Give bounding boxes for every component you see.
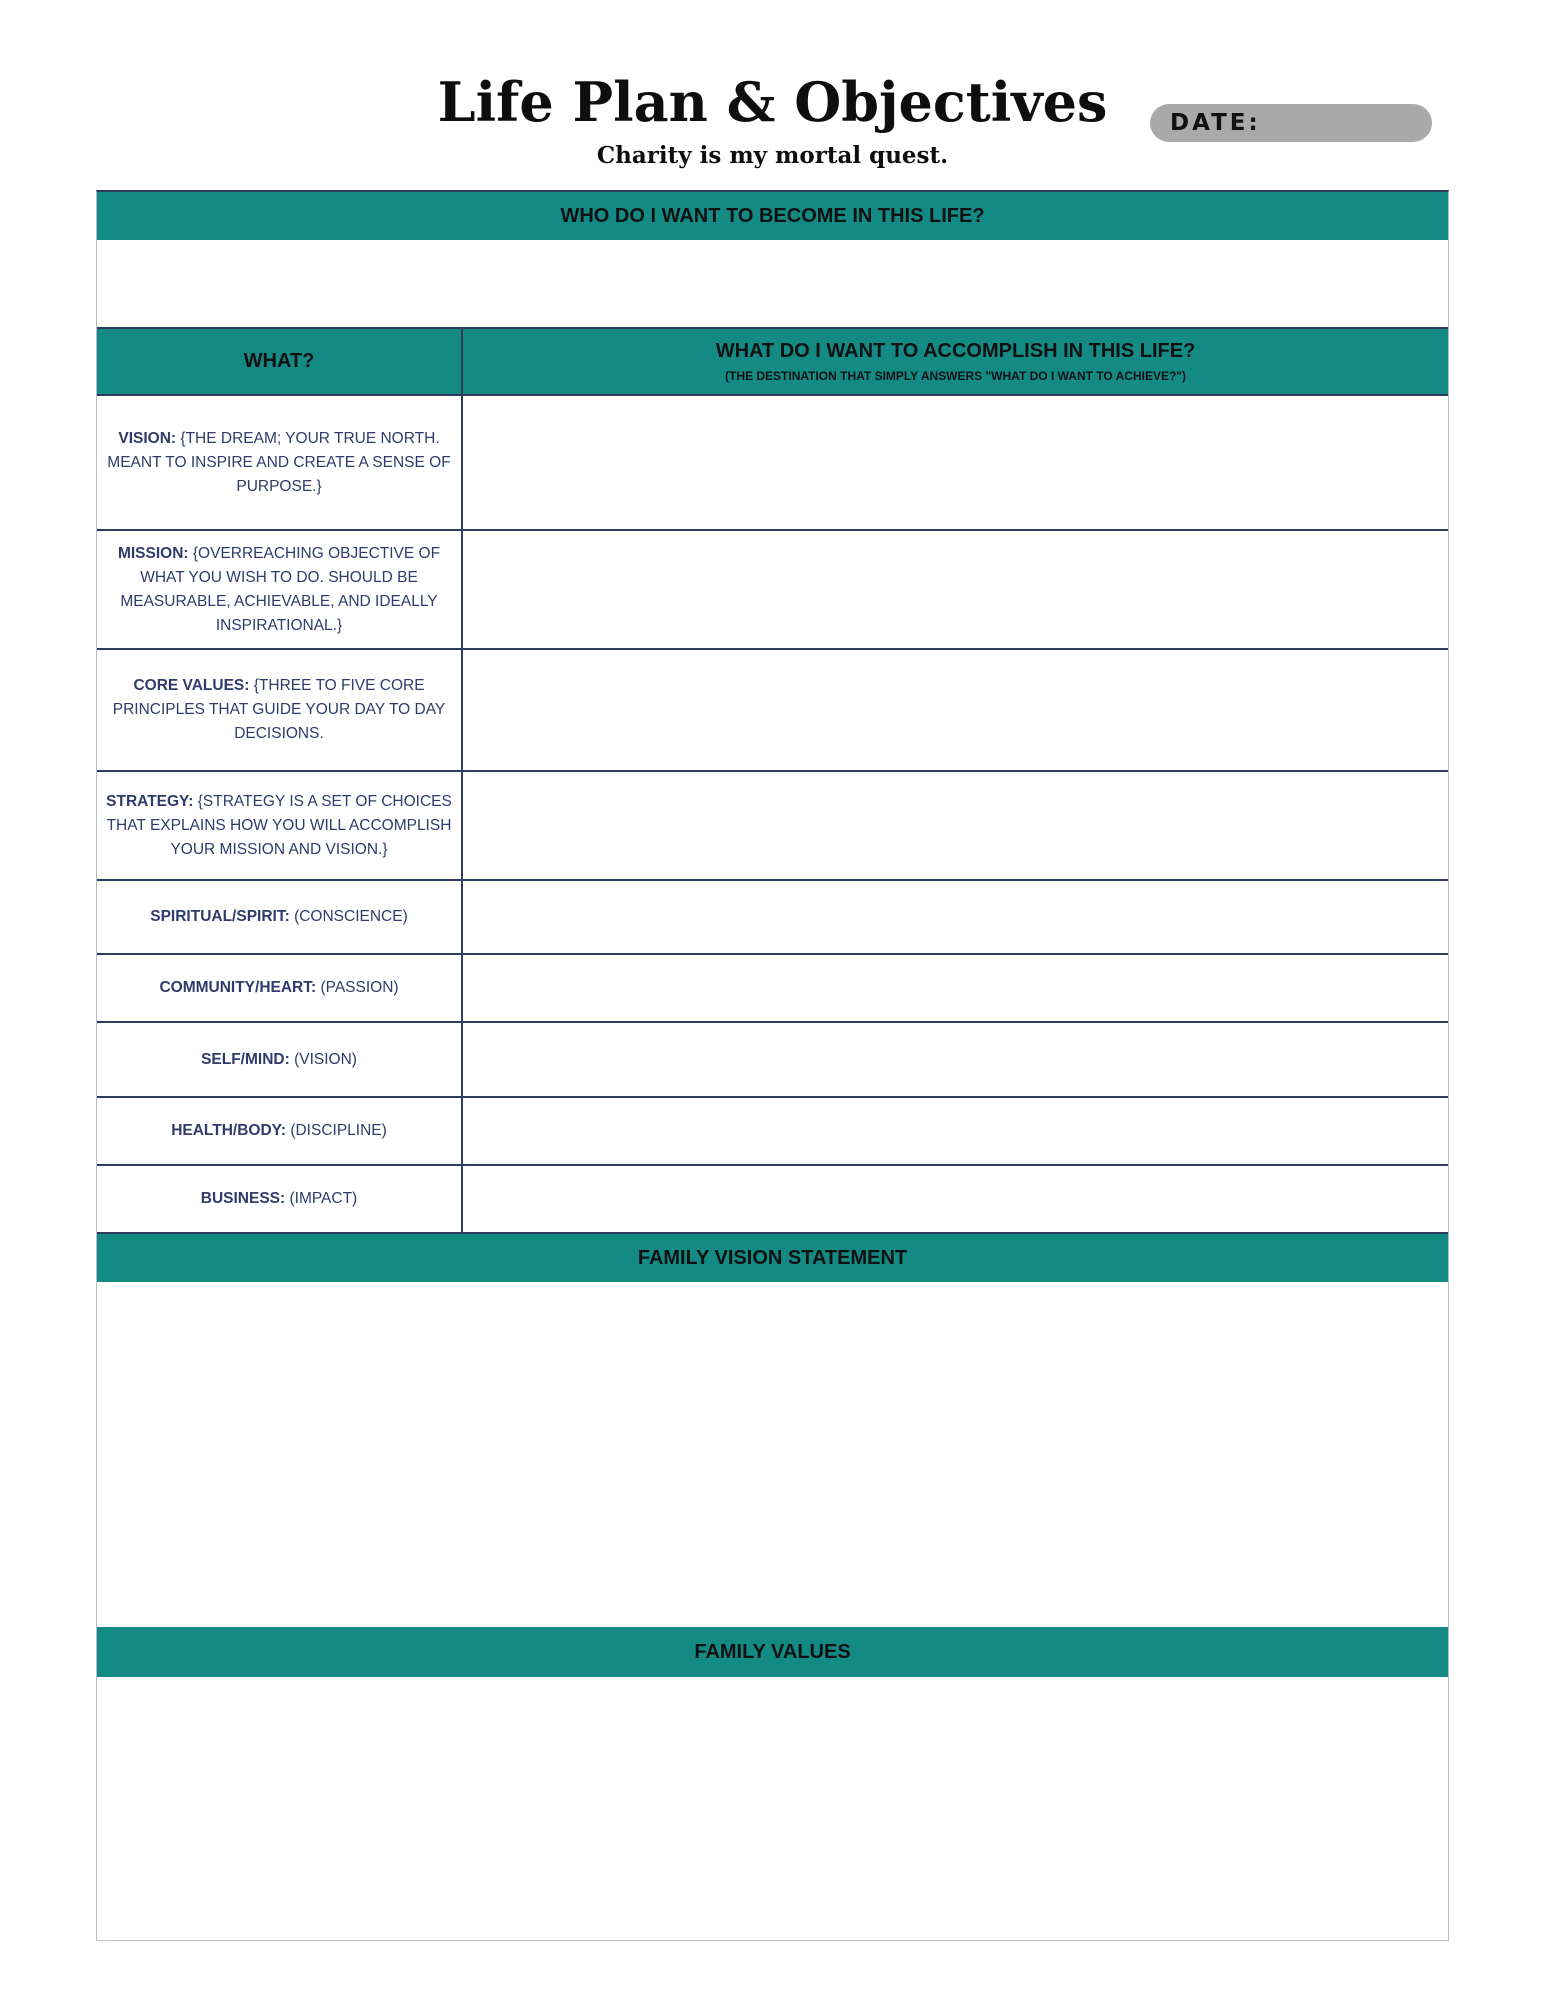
row-answer-spiritual[interactable] bbox=[463, 881, 1448, 953]
table-header-what bbox=[97, 329, 461, 394]
row-key: HEALTH/BODY: bbox=[171, 1122, 287, 1139]
row-desc: {THE DREAM; YOUR TRUE NORTH. MEANT TO INSPIRE AND CREATE A SENSE OF PURPOSE.} bbox=[107, 429, 451, 495]
row-desc: (CONSCIENCE) bbox=[294, 908, 408, 925]
row-answer-mission[interactable] bbox=[463, 531, 1448, 648]
row-label-strategy bbox=[97, 772, 461, 879]
row-label-vision bbox=[97, 396, 461, 529]
row-desc: (DISCIPLINE) bbox=[290, 1122, 387, 1139]
date-label: DATE: bbox=[1170, 110, 1261, 136]
row-key: STRATEGY: bbox=[106, 792, 194, 810]
become-answer-area[interactable] bbox=[97, 240, 1448, 327]
row-desc: (VISION) bbox=[294, 1050, 357, 1068]
family-vision-header bbox=[97, 1232, 1448, 1282]
row-label-core-values bbox=[97, 650, 461, 770]
become-header bbox=[97, 192, 1448, 240]
family-values-label: FAMILY VALUES bbox=[694, 1640, 851, 1663]
page-title: Life Plan & Objectives bbox=[437, 70, 1108, 134]
row-label-mission bbox=[97, 531, 461, 648]
date-field[interactable] bbox=[1150, 104, 1432, 142]
row-desc: {OVERREACHING OBJECTIVE OF WHAT YOU WISH TO DO. SHOULD BE MEASURABLE, ACHIEVABLE, AND IDEALLY INSPIRATIONAL.} bbox=[120, 544, 441, 634]
row-label-self-mind bbox=[97, 1023, 461, 1096]
table-header bbox=[97, 329, 1448, 394]
table-header-what-label: WHAT? bbox=[243, 350, 315, 372]
table-header-accomplish-note: (THE DESTINATION THAT SIMPLY ANSWERS "WHAT DO I WANT TO ACHIEVE?") bbox=[725, 369, 1186, 383]
row-answer-core-values[interactable] bbox=[463, 650, 1448, 770]
row-label-business bbox=[97, 1166, 461, 1232]
row-desc: {THREE TO FIVE CORE PRINCIPLES THAT GUIDE YOUR DAY TO DAY DECISIONS. bbox=[112, 677, 446, 742]
row-answer-vision[interactable] bbox=[463, 396, 1448, 529]
row-answer-health-body[interactable] bbox=[463, 1098, 1448, 1164]
row-desc: (PASSION) bbox=[320, 979, 399, 996]
family-values-area[interactable] bbox=[97, 1677, 1448, 1939]
table-header-accomplish bbox=[463, 329, 1448, 394]
row-key: VISION: bbox=[118, 429, 177, 447]
row-label-spiritual bbox=[97, 881, 461, 953]
page-subtitle: Charity is my mortal quest. bbox=[596, 142, 949, 169]
row-key: MISSION: bbox=[117, 544, 189, 562]
row-answer-community[interactable] bbox=[463, 955, 1448, 1021]
table-header-accomplish-label: WHAT DO I WANT TO ACCOMPLISH IN THIS LIFE? bbox=[715, 340, 1196, 362]
row-label-health-body bbox=[97, 1098, 461, 1164]
row-answer-business[interactable] bbox=[463, 1166, 1448, 1232]
row-key: BUSINESS: bbox=[200, 1190, 286, 1207]
family-vision-area[interactable] bbox=[97, 1282, 1448, 1627]
become-header-label: WHO DO I WANT TO BECOME IN THIS LIFE? bbox=[560, 204, 985, 227]
row-desc: (IMPACT) bbox=[289, 1190, 358, 1207]
life-plan-form bbox=[96, 190, 1449, 1941]
row-answer-strategy[interactable] bbox=[463, 772, 1448, 879]
family-values-header bbox=[97, 1627, 1448, 1677]
row-label-community bbox=[97, 955, 461, 1021]
row-desc: {STRATEGY IS A SET OF CHOICES THAT EXPLAINS HOW YOU WILL ACCOMPLISH YOUR MISSION AND VISION.} bbox=[106, 792, 452, 858]
row-key: COMMUNITY/HEART: bbox=[159, 979, 317, 996]
family-vision-label: FAMILY VISION STATEMENT bbox=[637, 1246, 908, 1269]
row-answer-self-mind[interactable] bbox=[463, 1023, 1448, 1096]
row-key: CORE VALUES: bbox=[133, 677, 250, 694]
row-key: SELF/MIND: bbox=[201, 1050, 290, 1068]
row-key: SPIRITUAL/SPIRIT: bbox=[150, 908, 290, 925]
